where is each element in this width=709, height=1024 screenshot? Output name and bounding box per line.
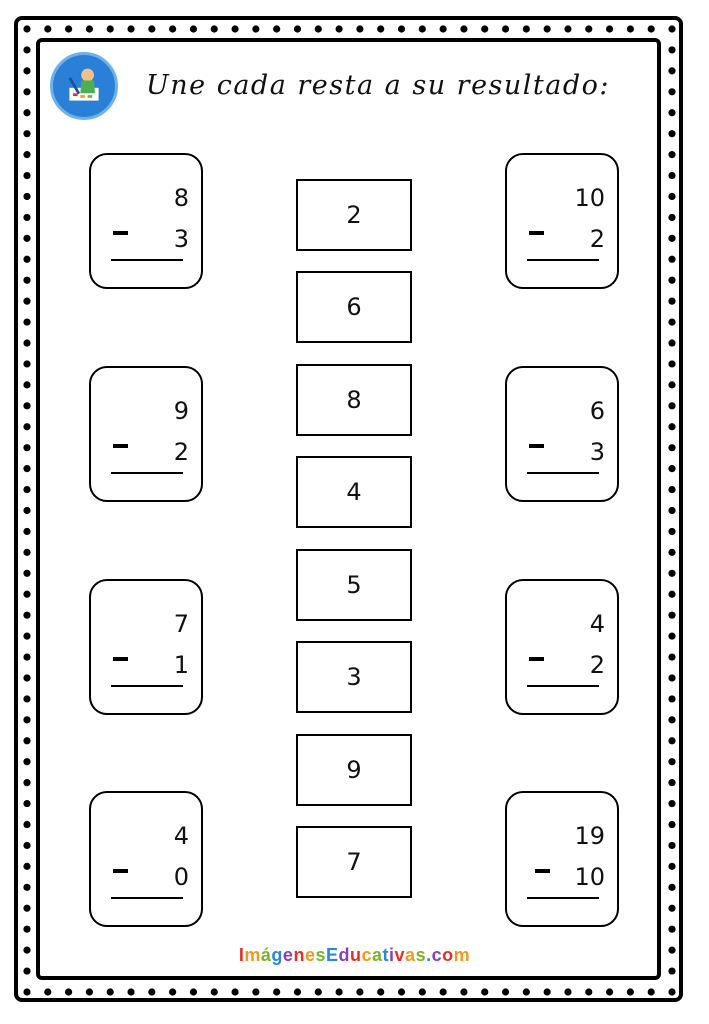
result-line [527, 897, 599, 899]
subtrahend: 2 [589, 651, 605, 679]
subtrahend: 0 [173, 863, 189, 891]
result-line [111, 472, 183, 474]
result-line [527, 685, 599, 687]
subtraction-card[interactable] [505, 153, 619, 289]
minuend: 4 [589, 610, 605, 638]
child-writing-logo-icon [50, 52, 118, 120]
answer-box[interactable]: 4 [296, 456, 412, 528]
result-line [111, 685, 183, 687]
subtraction-card[interactable] [505, 366, 619, 502]
minuend: 4 [173, 822, 189, 850]
worksheet-title: Une cada resta a su resultado: [146, 70, 611, 101]
minuend: 8 [173, 184, 189, 212]
result-line [111, 897, 183, 899]
subtraction-card[interactable] [89, 579, 203, 715]
minuend: 10 [574, 184, 605, 212]
subtraction-card[interactable] [505, 579, 619, 715]
subtraction-card[interactable] [89, 791, 203, 927]
answer-box[interactable]: 5 [296, 549, 412, 621]
subtrahend: 2 [589, 225, 605, 253]
minuend: 19 [574, 822, 605, 850]
minuend: 6 [589, 397, 605, 425]
result-line [527, 472, 599, 474]
subtrahend: 3 [173, 225, 189, 253]
answer-box[interactable]: 8 [296, 364, 412, 436]
result-line [111, 259, 183, 261]
answer-box[interactable]: 6 [296, 271, 412, 343]
minuend: 7 [173, 610, 189, 638]
minuend: 9 [173, 397, 189, 425]
subtraction-card[interactable] [89, 153, 203, 289]
answer-box[interactable]: 7 [296, 826, 412, 898]
answer-box[interactable]: 9 [296, 734, 412, 806]
site-credit[interactable]: ImágenesEducativas.com [238, 945, 471, 965]
subtrahend: 2 [173, 438, 189, 466]
subtraction-card[interactable] [89, 366, 203, 502]
subtrahend: 10 [574, 863, 605, 891]
subtrahend: 1 [173, 651, 189, 679]
answer-box[interactable]: 3 [296, 641, 412, 713]
result-line [527, 259, 599, 261]
subtraction-card[interactable] [505, 791, 619, 927]
subtrahend: 3 [589, 438, 605, 466]
answer-box[interactable]: 2 [296, 179, 412, 251]
